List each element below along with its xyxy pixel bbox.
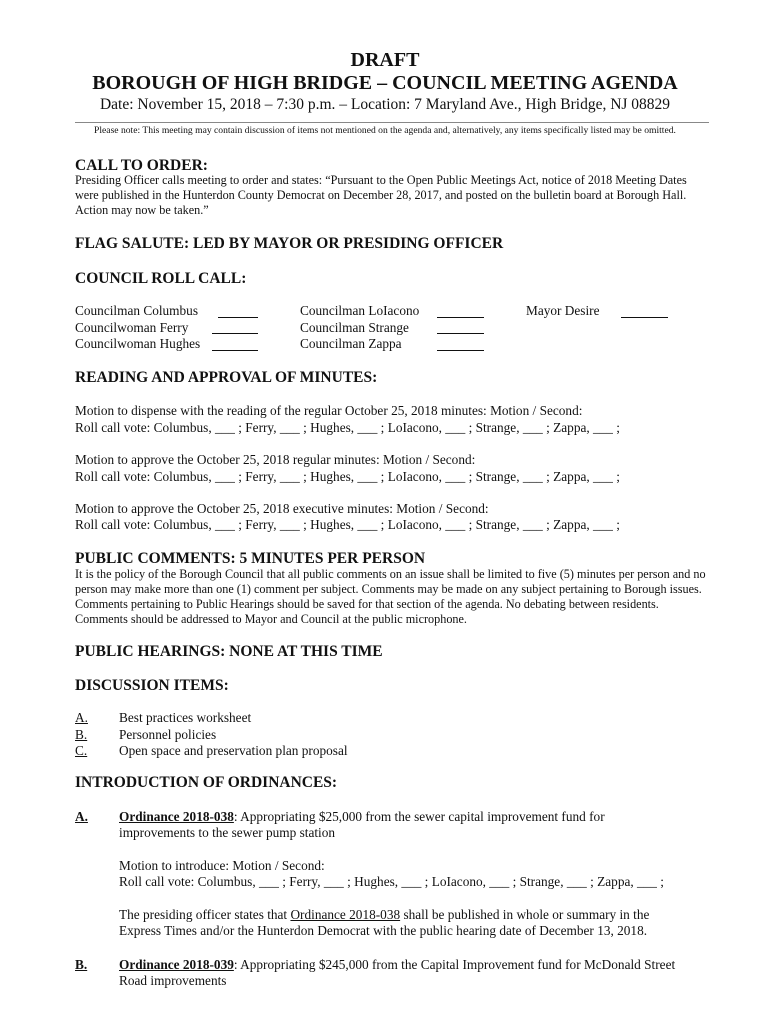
ordinance-a-letter: A.: [75, 809, 88, 824]
roll-call-blank: [621, 316, 668, 318]
ordinance-a-publication: [119, 907, 649, 923]
publication-text: The presiding officer states that: [119, 907, 291, 922]
ordinance-a-number: Ordinance 2018-038: [119, 809, 234, 824]
roll-call-mayor: Mayor Desire: [526, 303, 600, 318]
discussion-item-letter: C.: [75, 743, 88, 758]
publication-ordinance-ref: Ordinance 2018-038: [290, 907, 401, 922]
header-divider: [75, 122, 709, 123]
ordinance-a-title-line: [119, 809, 605, 825]
ordinance-b-desc-2: Road improvements: [119, 973, 227, 988]
discussion-heading: DISCUSSION ITEMS:: [75, 677, 229, 694]
ordinance-b-number: Ordinance 2018-039: [119, 957, 234, 972]
ordinance-a-motion: Motion to introduce: Motion / Second:: [119, 858, 325, 873]
ordinances-heading: INTRODUCTION OF ORDINANCES:: [75, 774, 338, 791]
public-hearings-heading: PUBLIC HEARINGS: NONE AT THIS TIME: [75, 643, 383, 660]
roll-call-blank: [437, 349, 484, 351]
call-to-order-heading: CALL TO ORDER:: [75, 157, 208, 174]
public-comments-heading: PUBLIC COMMENTS: 5 MINUTES PER PERSON: [75, 550, 426, 567]
ordinance-a-desc-2: improvements to the sewer pump station: [119, 825, 336, 840]
ordinance-a-rollcall: Roll call vote: Columbus, ___ ; Ferry, ___ ; Hughes, ___ ; LoIacono, ___ ; Strange, ___ ; Zappa, ___ ;: [119, 874, 664, 889]
discussion-item: Open space and preservation plan proposal: [119, 743, 348, 758]
ordinance-a-publication-2: Express Times and/or the Hunterdon Democrat with the public hearing date of December 13, 2018.: [119, 923, 648, 938]
roll-call-heading: COUNCIL ROLL CALL:: [75, 270, 247, 287]
ordinance-b-desc: : Appropriating $245,000 from the Capital Improvement fund for McDonald Street: [233, 957, 676, 972]
meeting-dateline: Date: November 15, 2018 – 7:30 p.m. – Location: 7 Maryland Ave., High Bridge, NJ 08829: [99, 96, 671, 113]
roll-call-blank: [212, 332, 258, 334]
roll-call-hughes: Councilwoman Hughes: [75, 336, 201, 351]
roll-call-blank: [437, 332, 484, 334]
minutes-motion-2: Motion to approve the October 25, 2018 regular minutes: Motion / Second:: [75, 452, 476, 467]
call-to-order-text: Presiding Officer calls meeting to order and states: “Pursuant to the Open Public Meetings Act, notice of 2018 Meeting Dates were published in the Hunterdon County Democrat on December 28, 2017, and posted on the bulletin board at Borough Hall. Action may now be taken.”: [75, 173, 687, 217]
roll-call-blank: [437, 316, 484, 318]
roll-call-blank: [212, 349, 258, 351]
roll-call-zappa: Councilman Zappa: [300, 336, 402, 351]
minutes-rollcall-3: Roll call vote: Columbus, ___ ; Ferry, ___ ; Hughes, ___ ; LoIacono, ___ ; Strange, ___ ; Zappa, ___ ;: [75, 517, 620, 532]
minutes-rollcall-2: Roll call vote: Columbus, ___ ; Ferry, ___ ; Hughes, ___ ; LoIacono, ___ ; Strange, ___ ; Zappa, ___ ;: [75, 469, 620, 484]
publication-text: shall be published in whole or summary in the: [400, 907, 650, 922]
roll-call-columbus: Councilman Columbus: [75, 303, 198, 318]
roll-call-strange: Councilman Strange: [300, 320, 409, 335]
agenda-note: Please note: This meeting may contain discussion of items not mentioned on the agenda and, alternatively, any items specifically listed may be omitted.: [94, 125, 676, 136]
roll-call-loiacono: Councilman LoIacono: [300, 303, 420, 318]
ordinance-b-letter: B.: [75, 957, 88, 972]
ordinance-a-desc: : Appropriating $25,000 from the sewer capital improvement fund for: [233, 809, 605, 824]
discussion-item: Best practices worksheet: [119, 710, 252, 725]
roll-call-blank: [218, 316, 258, 318]
discussion-item-letter: A.: [75, 710, 88, 725]
public-comments-text: It is the policy of the Borough Council that all public comments on an issue shall be limited to five (5) minutes per person and no person may make more than one (1) comment per subject. Comments may be made on any subject pertaining to Borough issues. Comments pertaining to Public Hearings should be saved for that section of the agenda. No debating between residents. Comments should be addressed to Mayor and Council at the public microphone.: [75, 567, 706, 626]
flag-salute-heading: FLAG SALUTE: LED BY MAYOR OR PRESIDING OFFICER: [75, 235, 504, 252]
minutes-rollcall-1: Roll call vote: Columbus, ___ ; Ferry, ___ ; Hughes, ___ ; LoIacono, ___ ; Strange, ___ ; Zappa, ___ ;: [75, 420, 620, 435]
draft-label: DRAFT: [350, 49, 420, 71]
roll-call-ferry: Councilwoman Ferry: [75, 320, 189, 335]
minutes-motion-1: Motion to dispense with the reading of the regular October 25, 2018 minutes: Motion / Second:: [75, 403, 583, 418]
discussion-item: Personnel policies: [119, 727, 217, 742]
page-title: BOROUGH OF HIGH BRIDGE – COUNCIL MEETING AGENDA: [92, 72, 678, 94]
minutes-heading: READING AND APPROVAL OF MINUTES:: [75, 369, 378, 386]
discussion-item-letter: B.: [75, 727, 88, 742]
ordinance-b-title-line: [119, 957, 675, 973]
minutes-motion-3: Motion to approve the October 25, 2018 executive minutes: Motion / Second:: [75, 501, 489, 516]
